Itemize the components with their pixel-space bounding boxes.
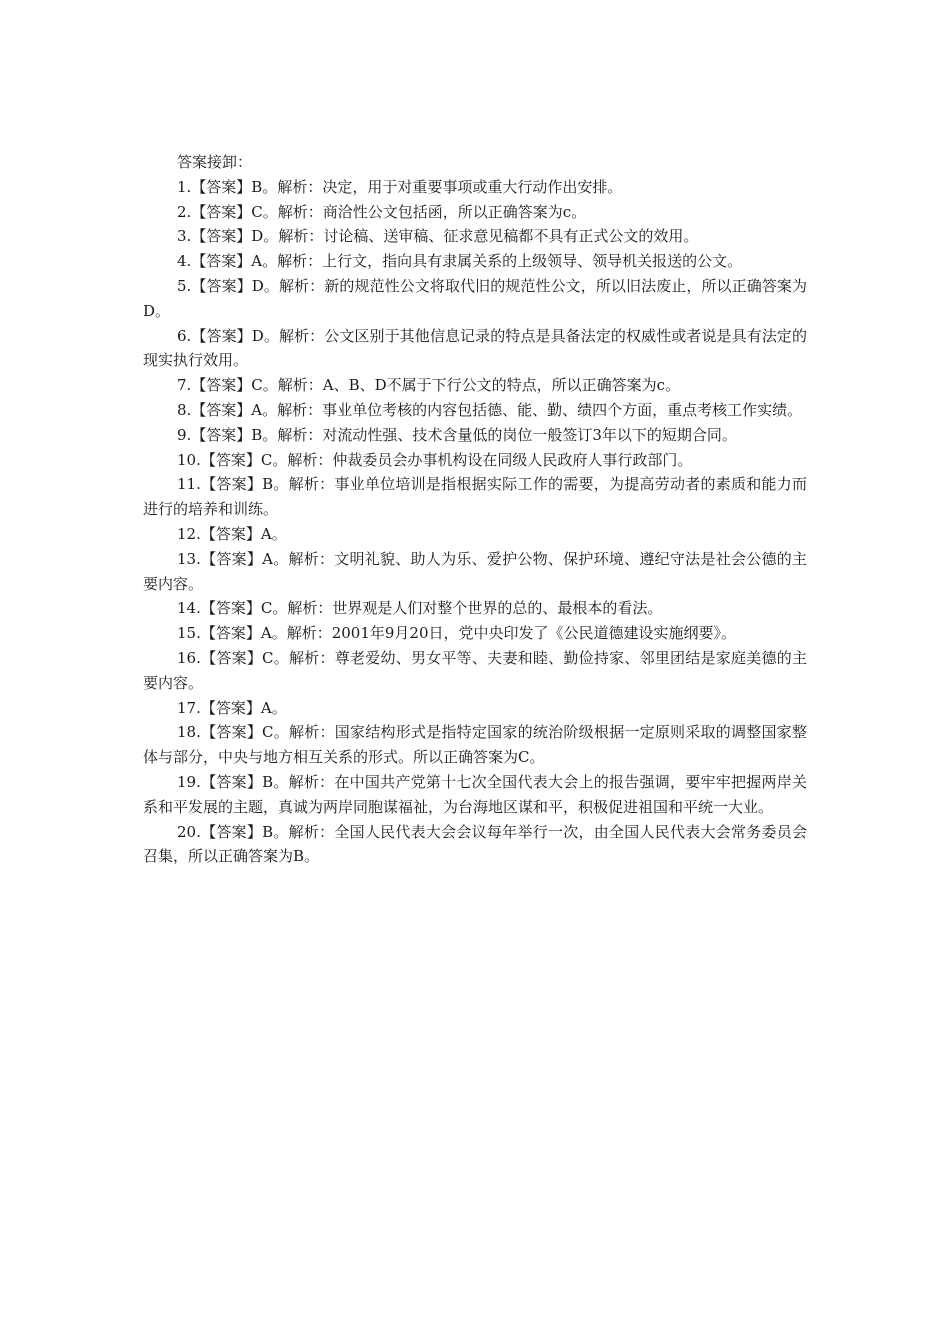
answer-item: 2.【答案】C。解析：商洽性公文包括函，所以正确答案为c。 (177, 202, 587, 221)
answer-item: 13.【答案】A。解析：文明礼貌、助人为乐、爱护公物、保护环境、遵纪守法是社会公德的主要内容。 (143, 549, 807, 593)
answer-item: 6.【答案】D。解析：公文区别于其他信息记录的特点是具备法定的权威性或者说是具有法定的现实执行效用。 (143, 326, 807, 370)
answer-item: 17.【答案】A。 (177, 698, 287, 717)
answer-item: 5.【答案】D。解析：新的规范性公文将取代旧的规范性公文，所以旧法废止，所以正确答案为D。 (143, 276, 807, 320)
answer-item: 8.【答案】A。解析：事业单位考核的内容包括德、能、勤、绩四个方面，重点考核工作实绩。 (177, 400, 803, 419)
answer-item: 15.【答案】A。解析：2001年9月20日，党中央印发了《公民道德建设实施纲要》。 (177, 624, 736, 643)
answer-item: 14.【答案】C。解析：世界观是人们对整个世界的总的、最根本的看法。 (177, 599, 663, 618)
answer-item: 19.【答案】B。解析：在中国共产党第十七次全国代表大会上的报告强调，要牢牢把握两岸关系和平发展的主题，真诚为两岸同胞谋福祉，为台海地区谋和平，积极促进祖国和平统一大业。 (143, 772, 807, 816)
answer-item: 16.【答案】C。解析：尊老爱幼、男女平等、夫妻和睦、勤俭持家、邻里团结是家庭美德的主要内容。 (143, 648, 807, 692)
answer-item: 1.【答案】B。解析：决定，用于对重要事项或重大行动作出安排。 (177, 177, 623, 196)
answer-item: 7.【答案】C。解析：A、B、D不属于下行公文的特点，所以正确答案为c。 (177, 376, 681, 395)
answer-item: 3.【答案】D。解析：讨论稿、送审稿、征求意见稿都不具有正式公文的效用。 (177, 227, 699, 246)
answer-key-content (143, 150, 807, 869)
answer-item: 18.【答案】C。解析：国家结构形式是指特定国家的统治阶级根据一定原则采取的调整国家整体与部分，中央与地方相互关系的形式。所以正确答案为C。 (143, 723, 807, 767)
answer-item: 11.【答案】B。解析：事业单位培训是指根据实际工作的需要，为提高劳动者的素质和能力而进行的培养和训练。 (143, 475, 807, 519)
answer-key-heading: 答案接卸： (177, 153, 253, 171)
answer-item: 9.【答案】B。解析：对流动性强、技术含量低的岗位一般签订3年以下的短期合同。 (177, 425, 737, 444)
answer-item: 20.【答案】B。解析：全国人民代表大会会议每年举行一次，由全国人民代表大会常务委员会召集，所以正确答案为B。 (143, 822, 807, 866)
answer-item: 12.【答案】A。 (177, 524, 287, 543)
answer-item: 10.【答案】C。解析：仲裁委员会办事机构设在同级人民政府人事行政部门。 (177, 450, 693, 469)
answer-item: 4.【答案】A。解析：上行文，指向具有隶属关系的上级领导、领导机关报送的公文。 (177, 252, 743, 271)
